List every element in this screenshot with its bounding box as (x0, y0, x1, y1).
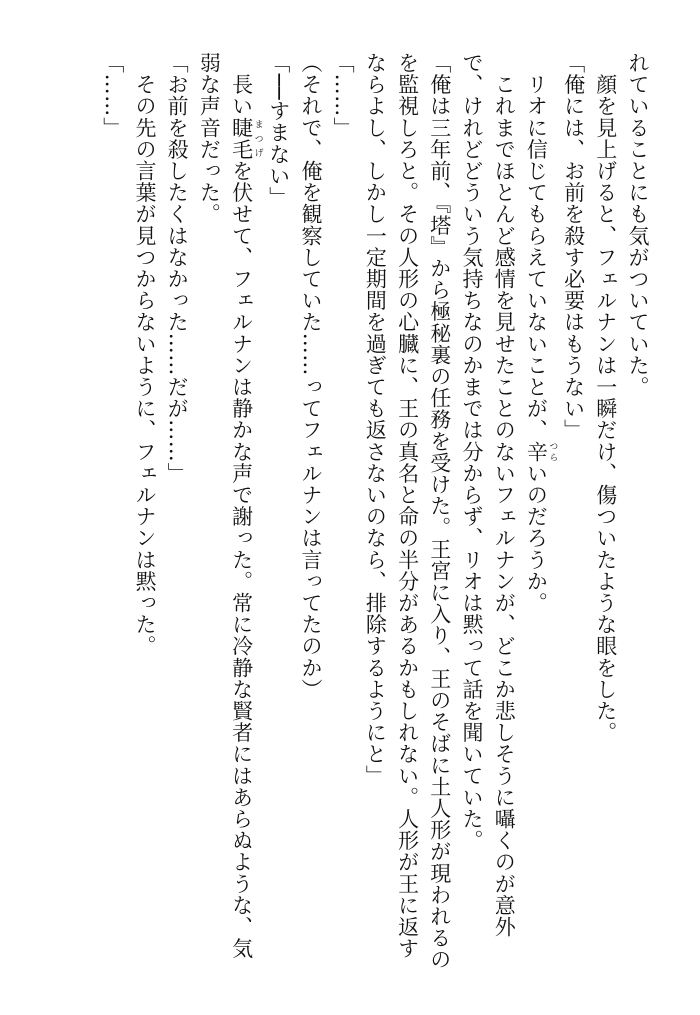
text-line: で、けれどどういう気持ちなのかまでは分からず、リオは黙って話を聞いていた。 (459, 52, 484, 852)
text-line: （それで、俺を観察していた……ってフェルナンは言ってたのか） (298, 52, 323, 700)
text-line: 「俺には、お前を殺す必要はもうない」 (561, 52, 586, 441)
text-segment: を伏せて、フェルナンは静かな声で謝った。常に冷静な賢者にはあらぬような、気 (229, 160, 254, 960)
text-line: 「……」 (100, 52, 125, 139)
text-line: れていることにも気がついていた。 (626, 52, 650, 398)
ruby-base: 睫毛 (229, 116, 254, 161)
text-segment: いのだろうか。 (524, 462, 549, 614)
text-line: その先の言葉が見つからないように、フェルナンは黙った。 (132, 52, 157, 657)
text-line (520, 52, 557, 982)
text-line: 「俺は三年前、『塔』から極秘裏の任務を受けた。王宮に入り、王のそばに土人形が現われるの (427, 52, 452, 971)
text-line: 弱な声音だった。 (197, 52, 222, 225)
text-line: 顔を見上げると、フェルナンは一瞬だけ、傷ついたような眼をした。 (593, 52, 618, 744)
text-segment: 長い (229, 52, 254, 117)
text-line: を監視しろと。その人形の心臓に、王の真名と命の半分があるかもしれない。人形が王に返す (395, 52, 420, 960)
text-line: 「……」 (331, 52, 356, 139)
ruby-reading: つら (547, 440, 558, 463)
ruby-word (524, 440, 558, 463)
ruby-reading: まつげ (252, 116, 263, 160)
text-line (225, 52, 262, 982)
vertical-text-body (97, 52, 654, 982)
text-line: 「お前を殺したくはなかった……だが……」 (165, 52, 190, 484)
ruby-word (229, 116, 263, 161)
text-segment: リオに信じてもらえていないことが、 (524, 52, 549, 441)
text-line: これまでほとんど感情を見せたことのないフェルナンが、どこか悲しそうに囁くのが意外 (492, 52, 517, 938)
text-line: 「──すまない」 (266, 52, 291, 209)
ruby-base: 辛 (524, 440, 549, 463)
text-line: ならよし、しかし一定期間を過ぎても返さないのなら、排除するようにと」 (363, 52, 388, 787)
